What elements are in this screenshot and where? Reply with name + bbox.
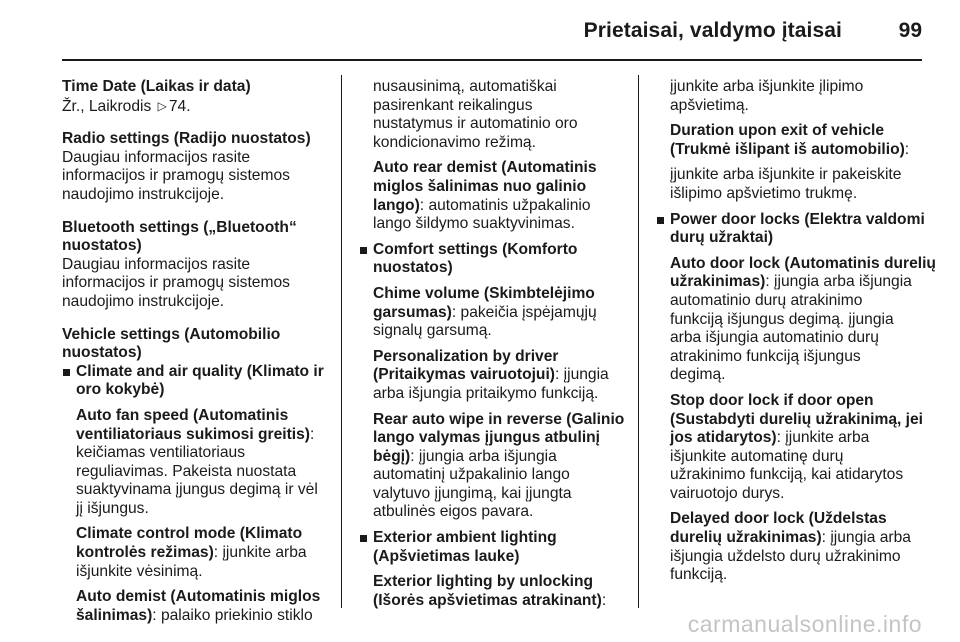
bullet-square-icon (360, 247, 367, 254)
climate-mode-heading: kontrolės režimas) (76, 544, 214, 562)
auto-demist-text: nustatymus ir automatinio oro (373, 115, 578, 133)
rear-demist-text: lango šildymo suaktyvinimas. (373, 215, 575, 233)
fan-speed-heading: ventiliatoriaus sukimosi greitis) (76, 425, 310, 443)
chime-volume-heading-line (373, 304, 634, 323)
auto-door-lock-text: funkciją išjungus degimą. įjungia (670, 310, 894, 328)
time-date-reference (62, 97, 337, 117)
personalization-heading: Personalization by driver (373, 347, 559, 365)
climate-mode-heading-line (76, 544, 337, 563)
exit-duration-heading: Duration upon exit of vehicle (670, 122, 885, 140)
auto-door-lock-text: degimą. (670, 366, 726, 384)
rear-wipe-text: atbulinės eigos pavara. (373, 503, 534, 521)
fan-speed-heading: Auto fan speed (Automatinis (76, 406, 289, 424)
reference-text: Žr., Laikrodis (62, 97, 152, 115)
personalization-text: arba išjungia pritaikymo funkciją. (373, 384, 599, 402)
climate-heading: Climate and air quality (Klimato ir (76, 362, 324, 380)
auto-demist-text: pasirenkant reikalingus (373, 96, 533, 114)
unlock-lighting-heading: Exterior lighting by unlocking (373, 573, 594, 591)
rear-demist-heading-line (373, 197, 634, 216)
climate-mode-text: išjunkite vėsinimą. (76, 562, 203, 580)
column-1 (62, 78, 337, 625)
time-date-heading: Time Date (Laikas ir data) (62, 78, 251, 95)
power-door-locks-heading: Power door locks (Elektra valdomi (670, 210, 925, 228)
bullet-comfort (359, 241, 634, 278)
rear-wipe-heading: lango valymas įjungus atbulinį (373, 429, 601, 447)
exit-duration-text: įjunkite arba išjunkite ir pakeiskite (670, 166, 902, 184)
stop-door-lock-heading: jos atidarytos) (670, 429, 777, 447)
delayed-door-lock-text: funkciją. (670, 566, 728, 584)
auto-demist-heading: Auto demist (Automatinis miglos (76, 588, 321, 606)
header-divider (62, 59, 922, 61)
rear-demist-heading: lango) (373, 196, 420, 214)
fan-speed-text: reguliavimas. Pakeista nuostata (76, 462, 297, 480)
column-divider-2 (638, 75, 639, 608)
fan-speed-text: suaktyvinama įjungus degimą ir vėl (76, 481, 318, 499)
chime-volume-heading: garsumas) (373, 303, 452, 321)
stop-door-lock-heading-line (670, 429, 928, 448)
power-door-locks-heading: durų užraktai) (670, 229, 774, 247)
fan-speed-text: keičiamas ventiliatoriaus (76, 444, 246, 462)
stop-door-lock-heading: Stop door lock if door open (670, 391, 874, 409)
chime-volume-text: signalų garsumą. (373, 322, 492, 340)
personalization-heading: (Pritaikymas vairuotojui) (373, 366, 555, 384)
rear-wipe-text: valytuvo įjungimą, kai įjungta (373, 484, 572, 502)
radio-text: Daugiau informacijos rasite (62, 148, 251, 166)
column-3 (656, 78, 936, 585)
unlock-lighting-heading-line (373, 592, 634, 611)
stop-door-lock-text: vairuotojo durys. (670, 484, 785, 502)
stop-door-lock-heading: (Sustabdyti durelių užrakinimą, jei (670, 410, 924, 428)
column-divider-1 (341, 75, 342, 608)
bluetooth-text: informacijos ir pramogų sistemos (62, 274, 290, 292)
colon: : (904, 140, 910, 158)
bullet-square-icon (63, 369, 70, 376)
auto-demist-heading-line (76, 607, 337, 626)
rear-wipe-heading: Rear auto wipe in reverse (Galinio (373, 410, 625, 428)
fan-speed-heading-line (76, 426, 337, 445)
bluetooth-settings-heading: Bluetooth settings („Bluetooth“ (62, 218, 297, 236)
exit-duration-text: išlipimo apšvietimo trukmę. (670, 184, 858, 202)
colon: : (309, 425, 315, 443)
auto-door-lock-text: arba išjungia automatinio durų (670, 329, 879, 347)
bluetooth-text: naudojimo instrukcijoje. (62, 292, 225, 310)
chime-volume-heading: Chime volume (Skimbtelėjimo (373, 284, 595, 302)
exit-duration-heading-line (670, 141, 928, 160)
rear-wipe-heading-line (373, 448, 634, 467)
delayed-door-lock-heading-line (670, 529, 928, 548)
stop-door-lock-text: išjunkite automatinę durų (670, 447, 844, 465)
auto-door-lock-heading: užrakinimas) (670, 273, 766, 291)
rear-wipe-text: automatinį užpakalinio lango (373, 466, 570, 484)
auto-door-lock-text: atrakinimo funkciją išjungus (670, 347, 861, 365)
delayed-door-lock-text: : įjungia arba (821, 529, 911, 547)
bluetooth-text: Daugiau informacijos rasite (62, 255, 251, 273)
auto-door-lock-text: automatinio durų atrakinimo (670, 291, 863, 309)
fan-speed-text: jį išjungus. (76, 499, 149, 517)
page-reference-arrow-icon: ▷ (157, 98, 167, 113)
bullet-square-icon (360, 535, 367, 542)
vehicle-settings-heading: nuostatos) (62, 344, 142, 362)
personalization-heading-line (373, 366, 634, 385)
unlock-lighting-text: apšvietimą. (670, 96, 749, 114)
auto-demist-text: kondicionavimo režimą. (373, 133, 536, 151)
unlock-lighting-heading: (Išorės apšvietimas atrakinant) (373, 591, 602, 609)
page-number: 99 (898, 19, 922, 42)
rear-wipe-text: : įjungia arba išjungia (410, 447, 557, 465)
auto-demist-text: nusausinimą, automatiškai (373, 78, 557, 95)
auto-door-lock-heading-line (670, 273, 928, 292)
bullet-power-door-locks (656, 211, 928, 248)
colon: : (601, 591, 607, 609)
bullet-exterior-lighting (359, 529, 634, 566)
comfort-heading: nuostatos) (373, 259, 453, 277)
rear-wipe-heading: bėgį) (373, 447, 411, 465)
exterior-lighting-heading: Exterior ambient lighting (373, 529, 557, 547)
personalization-text: : įjungia (554, 366, 609, 384)
auto-door-lock-text: : įjungia arba išjungia (765, 273, 912, 291)
rear-demist-heading: miglos šalinimas nuo galinio (373, 177, 587, 195)
climate-heading: oro kokybė) (76, 381, 165, 399)
delayed-door-lock-heading: durelių užrakinimas) (670, 529, 822, 547)
radio-text: informacijos ir pramogų sistemos (62, 167, 290, 185)
comfort-heading: Comfort settings (Komforto (373, 240, 578, 258)
climate-mode-text: : įjunkite arba (213, 544, 307, 562)
rear-demist-heading: Auto rear demist (Automatinis (373, 159, 597, 177)
delayed-door-lock-heading: Delayed door lock (Uždelstas (670, 510, 887, 528)
auto-demist-heading: šalinimas) (76, 606, 153, 624)
delayed-door-lock-text: išjungia uždelsto durų užrakinimo (670, 547, 901, 565)
unlock-lighting-text: įjunkite arba išjunkite įlipimo (670, 78, 864, 95)
page-title: Prietaisai, valdymo įtaisai (583, 19, 842, 42)
bullet-square-icon (657, 217, 664, 224)
chime-volume-text: : pakeičia įspėjamųjų (451, 303, 597, 321)
auto-demist-text: : palaiko priekinio stiklo (152, 606, 313, 624)
watermark: carmanualsonline.info (687, 611, 922, 637)
exit-duration-heading: (Trukmė išlipant iš automobilio) (670, 140, 905, 158)
radio-settings-heading: Radio settings (Radijo nuostatos) (62, 130, 311, 148)
climate-mode-heading: Climate control mode (Klimato (76, 525, 303, 543)
stop-door-lock-text: : įjunkite arba (776, 429, 870, 447)
bluetooth-settings-heading: nuostatos) (62, 237, 142, 255)
bullet-climate (62, 363, 337, 400)
auto-door-lock-heading: Auto door lock (Automatinis durelių (670, 254, 936, 272)
column-2 (359, 78, 634, 610)
rear-demist-text: : automatinis užpakalinio (419, 196, 591, 214)
reference-link[interactable]: 74. (168, 97, 191, 115)
stop-door-lock-text: užrakinimo funkciją, kai atidarytos (670, 466, 904, 484)
vehicle-settings-heading: Vehicle settings (Automobilio (62, 325, 281, 343)
radio-text: naudojimo instrukcijoje. (62, 185, 225, 203)
exterior-lighting-heading: (Apšvietimas lauke) (373, 547, 520, 565)
